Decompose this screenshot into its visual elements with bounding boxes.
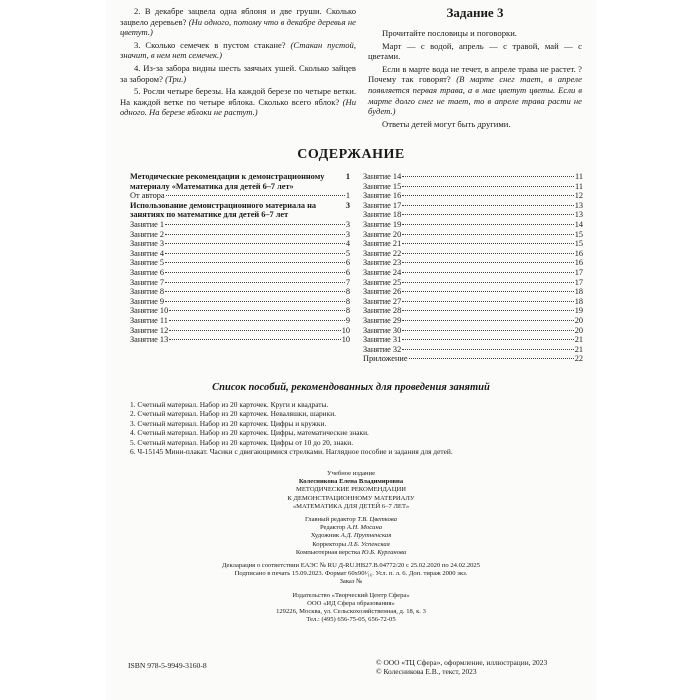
toc-leader [169, 320, 345, 321]
toc-entry-label: Занятие 17 [363, 200, 402, 210]
toc-entry-label: Занятие 9 [130, 296, 165, 306]
imprint-phone: Тел.: (495) 656-75-05, 656-72-05 [306, 616, 396, 624]
toc-entry-page: 3 [345, 200, 350, 210]
toc-entry-page: 12 [574, 191, 583, 201]
problem-answer: (Стакан пустой, значит, в нем нет семечек.) [120, 39, 356, 61]
imprint-publisher: ООО «ИД Сфера образования» [307, 599, 395, 607]
toc-leader [165, 282, 345, 283]
toc-leader [169, 310, 345, 311]
imprint-credit [106, 532, 596, 540]
toc-entry[interactable] [363, 191, 583, 201]
toc-leader [409, 358, 574, 359]
toc-entry[interactable] [363, 326, 583, 336]
toc-entry-label: Занятие 24 [363, 267, 402, 277]
toc-entry-label: Занятие 21 [363, 239, 402, 249]
toc-entry-label: Занятие 25 [363, 277, 402, 287]
toc-leader [402, 301, 573, 302]
credit-role: Главный редактор [304, 516, 358, 524]
task-instruction: Прочитайте пословицы и поговорки. [382, 28, 517, 38]
problem-text: 3. Сколько семечек в пустом стакане? [134, 39, 291, 50]
toc-entry[interactable] [363, 258, 583, 268]
toc-leader [402, 214, 573, 215]
toc-entry[interactable] [363, 230, 583, 240]
toc-entry-label: Занятие 1 [130, 219, 165, 229]
toc-leader [402, 330, 573, 331]
toc-entry-label: Занятие 5 [130, 258, 165, 268]
toc-entry[interactable] [130, 316, 350, 326]
task-title: Задание 3 [446, 5, 504, 20]
credit-name: Ю.Б. Курганова [361, 548, 407, 556]
toc-entry-label: Методические рекомендации к демонстрационному материалу «Математика для детей 6–7 лет» [130, 172, 325, 191]
contents-left-column [130, 172, 350, 345]
toc-leader [402, 262, 573, 263]
toc-entry-label: Занятие 7 [130, 277, 165, 287]
problem-item [120, 63, 356, 84]
toc-entry[interactable] [130, 249, 350, 259]
toc-entry-label: Занятие 18 [363, 210, 402, 220]
toc-entry-page: 21 [574, 335, 583, 345]
toc-leader [169, 330, 340, 331]
toc-entry-label: Занятие 16 [363, 191, 402, 201]
toc-entry-page: 15 [574, 239, 583, 249]
toc-entry[interactable] [130, 201, 350, 220]
toc-entry[interactable] [363, 316, 583, 326]
credit-name: Л.Б. Успенская [347, 540, 390, 548]
problem-answer: (Три.) [165, 73, 187, 84]
toc-entry-page: 6 [345, 267, 350, 277]
toc-entry-page: 10 [341, 335, 350, 345]
toc-entry-page: 14 [574, 219, 583, 229]
problem-item [120, 6, 356, 38]
toc-leader [402, 310, 573, 311]
imprint-title-line: «МАТЕМАТИКА ДЛЯ ДЕТЕЙ 6–7 ЛЕТ» [292, 502, 410, 510]
problem-text: 4. Из-за забора видны шесть заячьих ушей. Сколько зайцев за забором? [120, 62, 356, 84]
proverb-2-answer: (В марте снег тает, в апреле появляется первая трава, а в мае цветут цветы. Если в марте долго снег не тает, то в апреле трава расти не будет.) [368, 74, 582, 117]
toc-entry-page: 8 [345, 306, 350, 316]
imprint-title-line: К ДЕМОНСТРАЦИОННОМУ МАТЕРИАЛУ [287, 494, 415, 502]
toc-entry[interactable] [363, 210, 583, 220]
toc-entry[interactable] [130, 278, 350, 288]
toc-leader [165, 272, 345, 273]
toc-entry[interactable] [363, 297, 583, 307]
toc-entry-page: 3 [345, 229, 350, 239]
problems-column [120, 6, 356, 120]
toc-entry-label: Занятие 12 [130, 325, 169, 335]
toc-entry-page: 1 [345, 191, 350, 201]
toc-entry-label: Использование демонстрационного материала на занятиях по математике для детей 6–7 лет [130, 200, 317, 220]
toc-entry-label: Занятие 23 [363, 258, 402, 268]
toc-entry-label: Занятие 11 [130, 315, 168, 325]
toc-entry-label: Занятие 14 [363, 172, 402, 181]
toc-entry-label: От автора [130, 191, 165, 201]
toc-entry[interactable] [363, 201, 583, 211]
list-item: 6. Ч-15145 Мини-плакат. Часики с двигающимися стрелками. Наглядное пособие и задания для детей. [130, 447, 453, 457]
toc-entry-page: 11 [575, 172, 583, 181]
problem-item [120, 40, 356, 61]
toc-entry[interactable] [363, 220, 583, 230]
imprint-edition: Учебное издание [326, 470, 376, 477]
toc-leader [402, 349, 573, 350]
toc-leader [402, 282, 573, 283]
problem-text: 2. В декабре зацвела одна яблоня и две груши. Сколько зацвело деревьев? [120, 6, 356, 27]
contents-right-column [363, 172, 583, 364]
credit-role: Компьютерная верстка [295, 548, 362, 556]
imprint-publisher: Издательство «Творческий Центр Сфера» [292, 591, 410, 599]
toc-entry[interactable] [130, 335, 350, 345]
toc-entry-label: Приложение [363, 354, 408, 364]
toc-leader [165, 262, 345, 263]
toc-entry-page: 13 [574, 200, 583, 210]
toc-entry[interactable] [130, 172, 350, 191]
toc-leader [402, 176, 574, 177]
proverb-1: Март — с водой, апрель — с травой, май — с цветами. [368, 40, 582, 62]
toc-entry[interactable] [130, 239, 350, 249]
manuals-heading: Список пособий, рекомендованных для проведения занятий [212, 382, 490, 393]
list-item: 1. Счетный материал. Набор из 20 карточек. Круги и квадраты. [130, 400, 329, 409]
toc-entry-page: 5 [345, 248, 350, 258]
toc-entry-label: Занятие 20 [363, 229, 402, 239]
imprint-credit [106, 516, 596, 524]
toc-entry-page: 16 [574, 258, 583, 268]
toc-entry[interactable] [363, 182, 583, 192]
toc-leader [402, 205, 573, 206]
copyright-line: © ООО «ТЦ Сфера», оформление, иллюстрации, 2023 [376, 658, 548, 667]
toc-entry-label: Занятие 30 [363, 325, 402, 335]
toc-entry-page: 17 [574, 267, 583, 277]
toc-entry[interactable] [130, 191, 350, 201]
manuals-list [130, 400, 580, 456]
toc-entry-label: Занятие 15 [363, 181, 402, 191]
problem-text: 5. Росли четыре березы. На каждой березе по четыре ветки. На каждой ветке по четыре яблока. Сколько всего яблок? [120, 86, 356, 107]
toc-entry[interactable] [363, 239, 583, 249]
credit-name: А.Д. Прутненская [340, 532, 392, 540]
toc-entry[interactable] [363, 306, 583, 316]
toc-leader [169, 339, 340, 340]
toc-entry-label: Занятие 22 [363, 248, 402, 258]
toc-entry-page: 17 [574, 277, 583, 287]
toc-entry[interactable] [130, 258, 350, 268]
toc-entry-page: 11 [575, 181, 583, 191]
credit-role: Художник [310, 532, 341, 540]
toc-entry[interactable] [130, 306, 350, 316]
toc-leader [165, 301, 345, 302]
toc-entry-page: 21 [574, 344, 583, 354]
toc-entry-page: 22 [574, 354, 583, 364]
list-item: 5. Счетный материал. Набор из 20 карточек. Цифры от 10 до 20, знаки. [130, 437, 354, 447]
credit-name: Т.В. Цветкова [357, 516, 398, 524]
toc-entry[interactable] [130, 326, 350, 336]
toc-entry-label: Занятие 31 [363, 335, 402, 345]
toc-entry[interactable] [130, 230, 350, 240]
toc-entry-page: 6 [345, 258, 350, 268]
toc-entry-label: Занятие 10 [130, 306, 169, 316]
toc-entry-page: 7 [345, 277, 350, 287]
task-note: Ответы детей могут быть другими. [382, 118, 511, 129]
toc-leader [402, 253, 573, 254]
imprint-print-info: Подписано в печать 15.09.2023. Формат 60х90¹⁄₁₆. Усл. п. л. 6. Доп. тираж 2000 экз. [234, 570, 468, 578]
toc-entry-page: 1 [345, 172, 350, 181]
list-item: 3. Счетный материал. Набор из 20 карточек. Цифры и кружки. [130, 418, 327, 428]
toc-leader [402, 186, 574, 187]
list-item: 4. Счетный материал. Набор из 20 карточек. Цифры, математические знаки. [130, 428, 369, 438]
credit-role: Корректоры [312, 540, 348, 548]
toc-entry-label: Занятие 26 [363, 287, 402, 297]
imprint-author: Колесникова Елена Владимировна [298, 478, 404, 486]
toc-entry-label: Занятие 28 [363, 306, 402, 316]
toc-entry-page: 3 [345, 219, 350, 229]
contents-heading: СОДЕРЖАНИЕ [297, 147, 405, 162]
problem-answer: (Ни одного, потому что в декабре деревья не цветут.) [120, 16, 356, 38]
toc-entry-label: Занятие 4 [130, 248, 165, 258]
toc-entry-label: Занятие 8 [130, 287, 165, 297]
toc-entry-label: Занятие 27 [363, 296, 402, 306]
toc-entry[interactable] [363, 287, 583, 297]
toc-leader [165, 243, 345, 244]
toc-leader [165, 224, 345, 225]
toc-leader [165, 234, 345, 235]
toc-entry-label: Занятие 2 [130, 229, 165, 239]
imprint-address: 129226, Москва, ул. Сельскохозяйственная, д. 18, к. 3 [276, 608, 426, 616]
toc-entry-page: 20 [574, 325, 583, 335]
toc-entry[interactable] [130, 268, 350, 278]
toc-entry-page: 8 [345, 296, 350, 306]
toc-entry-page: 9 [345, 315, 350, 325]
credit-role: Редактор [319, 524, 347, 532]
toc-entry[interactable] [130, 297, 350, 307]
toc-leader [402, 339, 573, 340]
imprint-credit [106, 524, 596, 532]
toc-entry-page: 19 [574, 306, 583, 316]
toc-entry[interactable] [130, 220, 350, 230]
toc-entry[interactable] [363, 172, 583, 182]
imprint-declaration: Декларация о соответствии ЕАЭС № RU Д-RU.HB27.B.04772/20 с 25.02.2020 по 24.02.2025 [221, 562, 481, 570]
toc-entry-page: 4 [345, 239, 350, 249]
toc-entry[interactable] [363, 249, 583, 259]
toc-entry[interactable] [363, 268, 583, 278]
imprint-credit [106, 541, 596, 549]
toc-entry[interactable] [363, 278, 583, 288]
toc-leader [165, 253, 345, 254]
toc-leader [402, 291, 573, 292]
toc-entry-page: 8 [345, 287, 350, 297]
task-column [368, 6, 582, 131]
toc-entry-label: Занятие 6 [130, 267, 165, 277]
list-item: 2. Счетный материал. Набор из 20 карточек. Неваляшки, шарики. [130, 409, 337, 419]
problem-item [120, 86, 356, 118]
toc-leader [402, 320, 573, 321]
toc-entry[interactable] [363, 335, 583, 345]
toc-entry[interactable] [130, 287, 350, 297]
toc-entry-page: 16 [574, 248, 583, 258]
imprint-order: Заказ № [339, 578, 363, 586]
toc-leader [402, 243, 573, 244]
imprint-block [106, 470, 596, 624]
toc-entry-page: 10 [341, 325, 350, 335]
imprint-credit [106, 549, 596, 557]
toc-entry-label: Занятие 19 [363, 219, 402, 229]
credit-name: А.Н. Мосина [346, 524, 383, 532]
toc-leader [402, 272, 573, 273]
copyright-line: © Колесникова Е.В., текст, 2023 [376, 666, 477, 676]
proverb-2-text: Если в марте вода не течет, в апреле трава не растет. ? Почему так говорят? [368, 63, 582, 85]
toc-entry-page: 18 [574, 287, 583, 297]
toc-entry-page: 15 [574, 229, 583, 239]
toc-leader [402, 224, 573, 225]
toc-entry-page: 18 [574, 296, 583, 306]
toc-leader [402, 195, 573, 196]
isbn: ISBN 978-5-9949-3160-8 [128, 661, 207, 670]
toc-entry-label: Занятие 3 [130, 239, 165, 249]
toc-entry-label: Занятие 29 [363, 315, 402, 325]
toc-entry-page: 13 [574, 210, 583, 220]
toc-entry-page: 20 [574, 315, 583, 325]
toc-entry-label: Занятие 13 [130, 335, 169, 345]
toc-entry[interactable] [363, 354, 583, 364]
toc-leader [165, 291, 345, 292]
imprint-title-line: МЕТОДИЧЕСКИЕ РЕКОМЕНДАЦИИ [296, 486, 406, 494]
toc-leader [166, 195, 345, 196]
toc-entry[interactable] [363, 345, 583, 355]
toc-entry-label: Занятие 32 [363, 344, 402, 354]
problem-answer: (Ни одного. На березе яблоки не растут.) [120, 96, 356, 118]
copyright-block [376, 659, 547, 677]
toc-leader [402, 234, 573, 235]
proverb-2 [368, 64, 582, 117]
